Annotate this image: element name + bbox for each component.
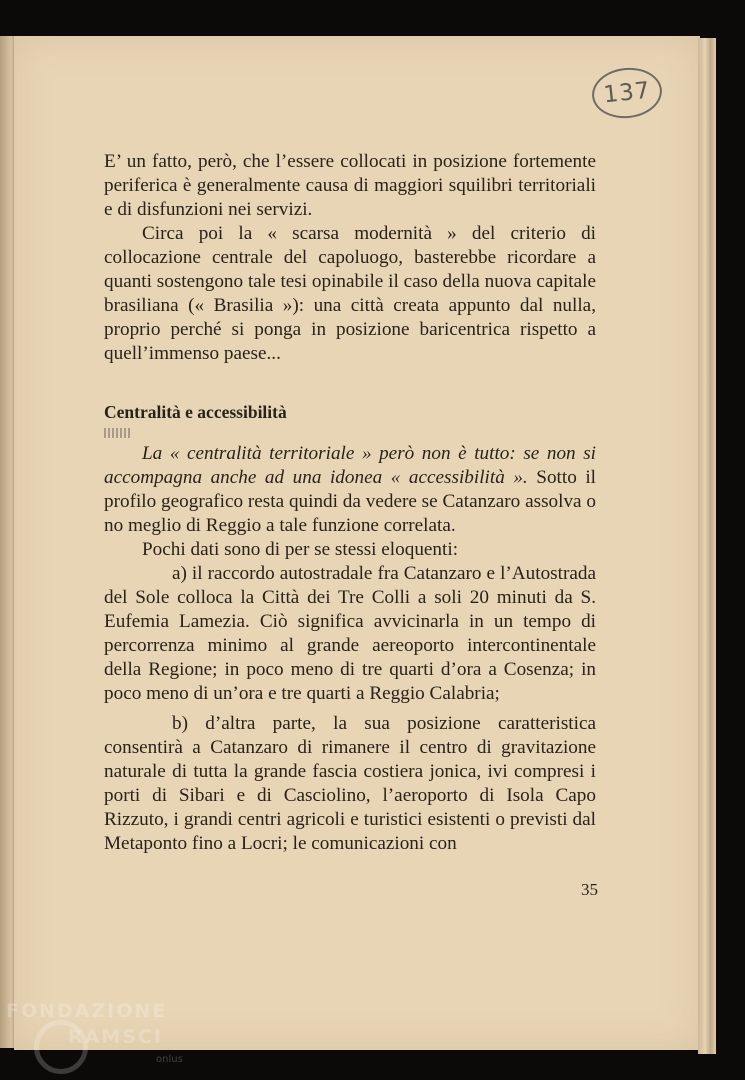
- paragraph-1: E’ un fatto, però, che l’essere collocati in posizione fortemente periferica è generalmente causa di maggiori squilibri territoriali e di disfunzioni nei servizi.: [104, 151, 596, 220]
- list-item-a: a) il raccordo autostradale fra Catanzaro e l’Autostrada del Sole colloca la Città dei Tre Colli a soli 20 minuti da S. Eufemia Lamezia. Ciò significa avvicinarla in un tempo di percorrenza minimo al grande aereoporto intercontinentale della Regione; in poco meno di tre quarti d’ora a Cosenza; in poco meno di un’ora e tre quarti a Reggio Calabria;: [104, 563, 596, 704]
- paragraph-3-italic: La « centralità territoriale » però non è tutto: se non si accompagna anche ad una idonea « accessibilità ».: [104, 443, 596, 488]
- archive-number-annotation: 137: [590, 64, 665, 121]
- paragraph-2: Circa poi la « scarsa modernità » del criterio di collocazione centrale del capoluogo, basterebbe ricordare a quanti sostengono tale tesi opinabile il caso della nuova capitale brasiliana (« Brasilia »): una città creata appunto dal nulla, proprio perché si ponga in posizione baricentrica rispetto a quell’immenso paese...: [104, 223, 596, 364]
- list-item-b: b) d’altra parte, la sua posizione caratteristica consentirà a Catanzaro di rimanere il centro di gravitazione naturale di tutta la grande fascia costiera jonica, ivi compresi i porti di Sibari e di Casciolino, l’aeroporto di Isola Capo Rizzuto, i grandi centri agricoli e turistici esistenti o previsti dal Metaponto fino a Locri; le comunicazioni con: [104, 713, 596, 854]
- stamp-mark-icon: [104, 428, 132, 438]
- watermark-line-2: RAMSCI: [68, 1026, 163, 1048]
- watermark-logo: [6, 998, 206, 1074]
- right-page-edge: [698, 38, 716, 1054]
- paragraph-3-rest: Sotto il profilo geografico resta quindi da vedere se Catanzaro assolva o no meglio di Reggio a tale funzione correlata.: [104, 467, 596, 536]
- page-number: 35: [581, 880, 598, 899]
- paragraph-3: [104, 442, 596, 538]
- body-text: [104, 150, 596, 856]
- paragraph-4: Pochi dati sono di per se stessi eloquenti:: [142, 539, 459, 560]
- section-heading: Centralità e accessibilità: [104, 402, 287, 422]
- watermark-suffix: onlus: [156, 1054, 183, 1065]
- watermark-line-1: FONDAZIONE: [6, 1000, 168, 1022]
